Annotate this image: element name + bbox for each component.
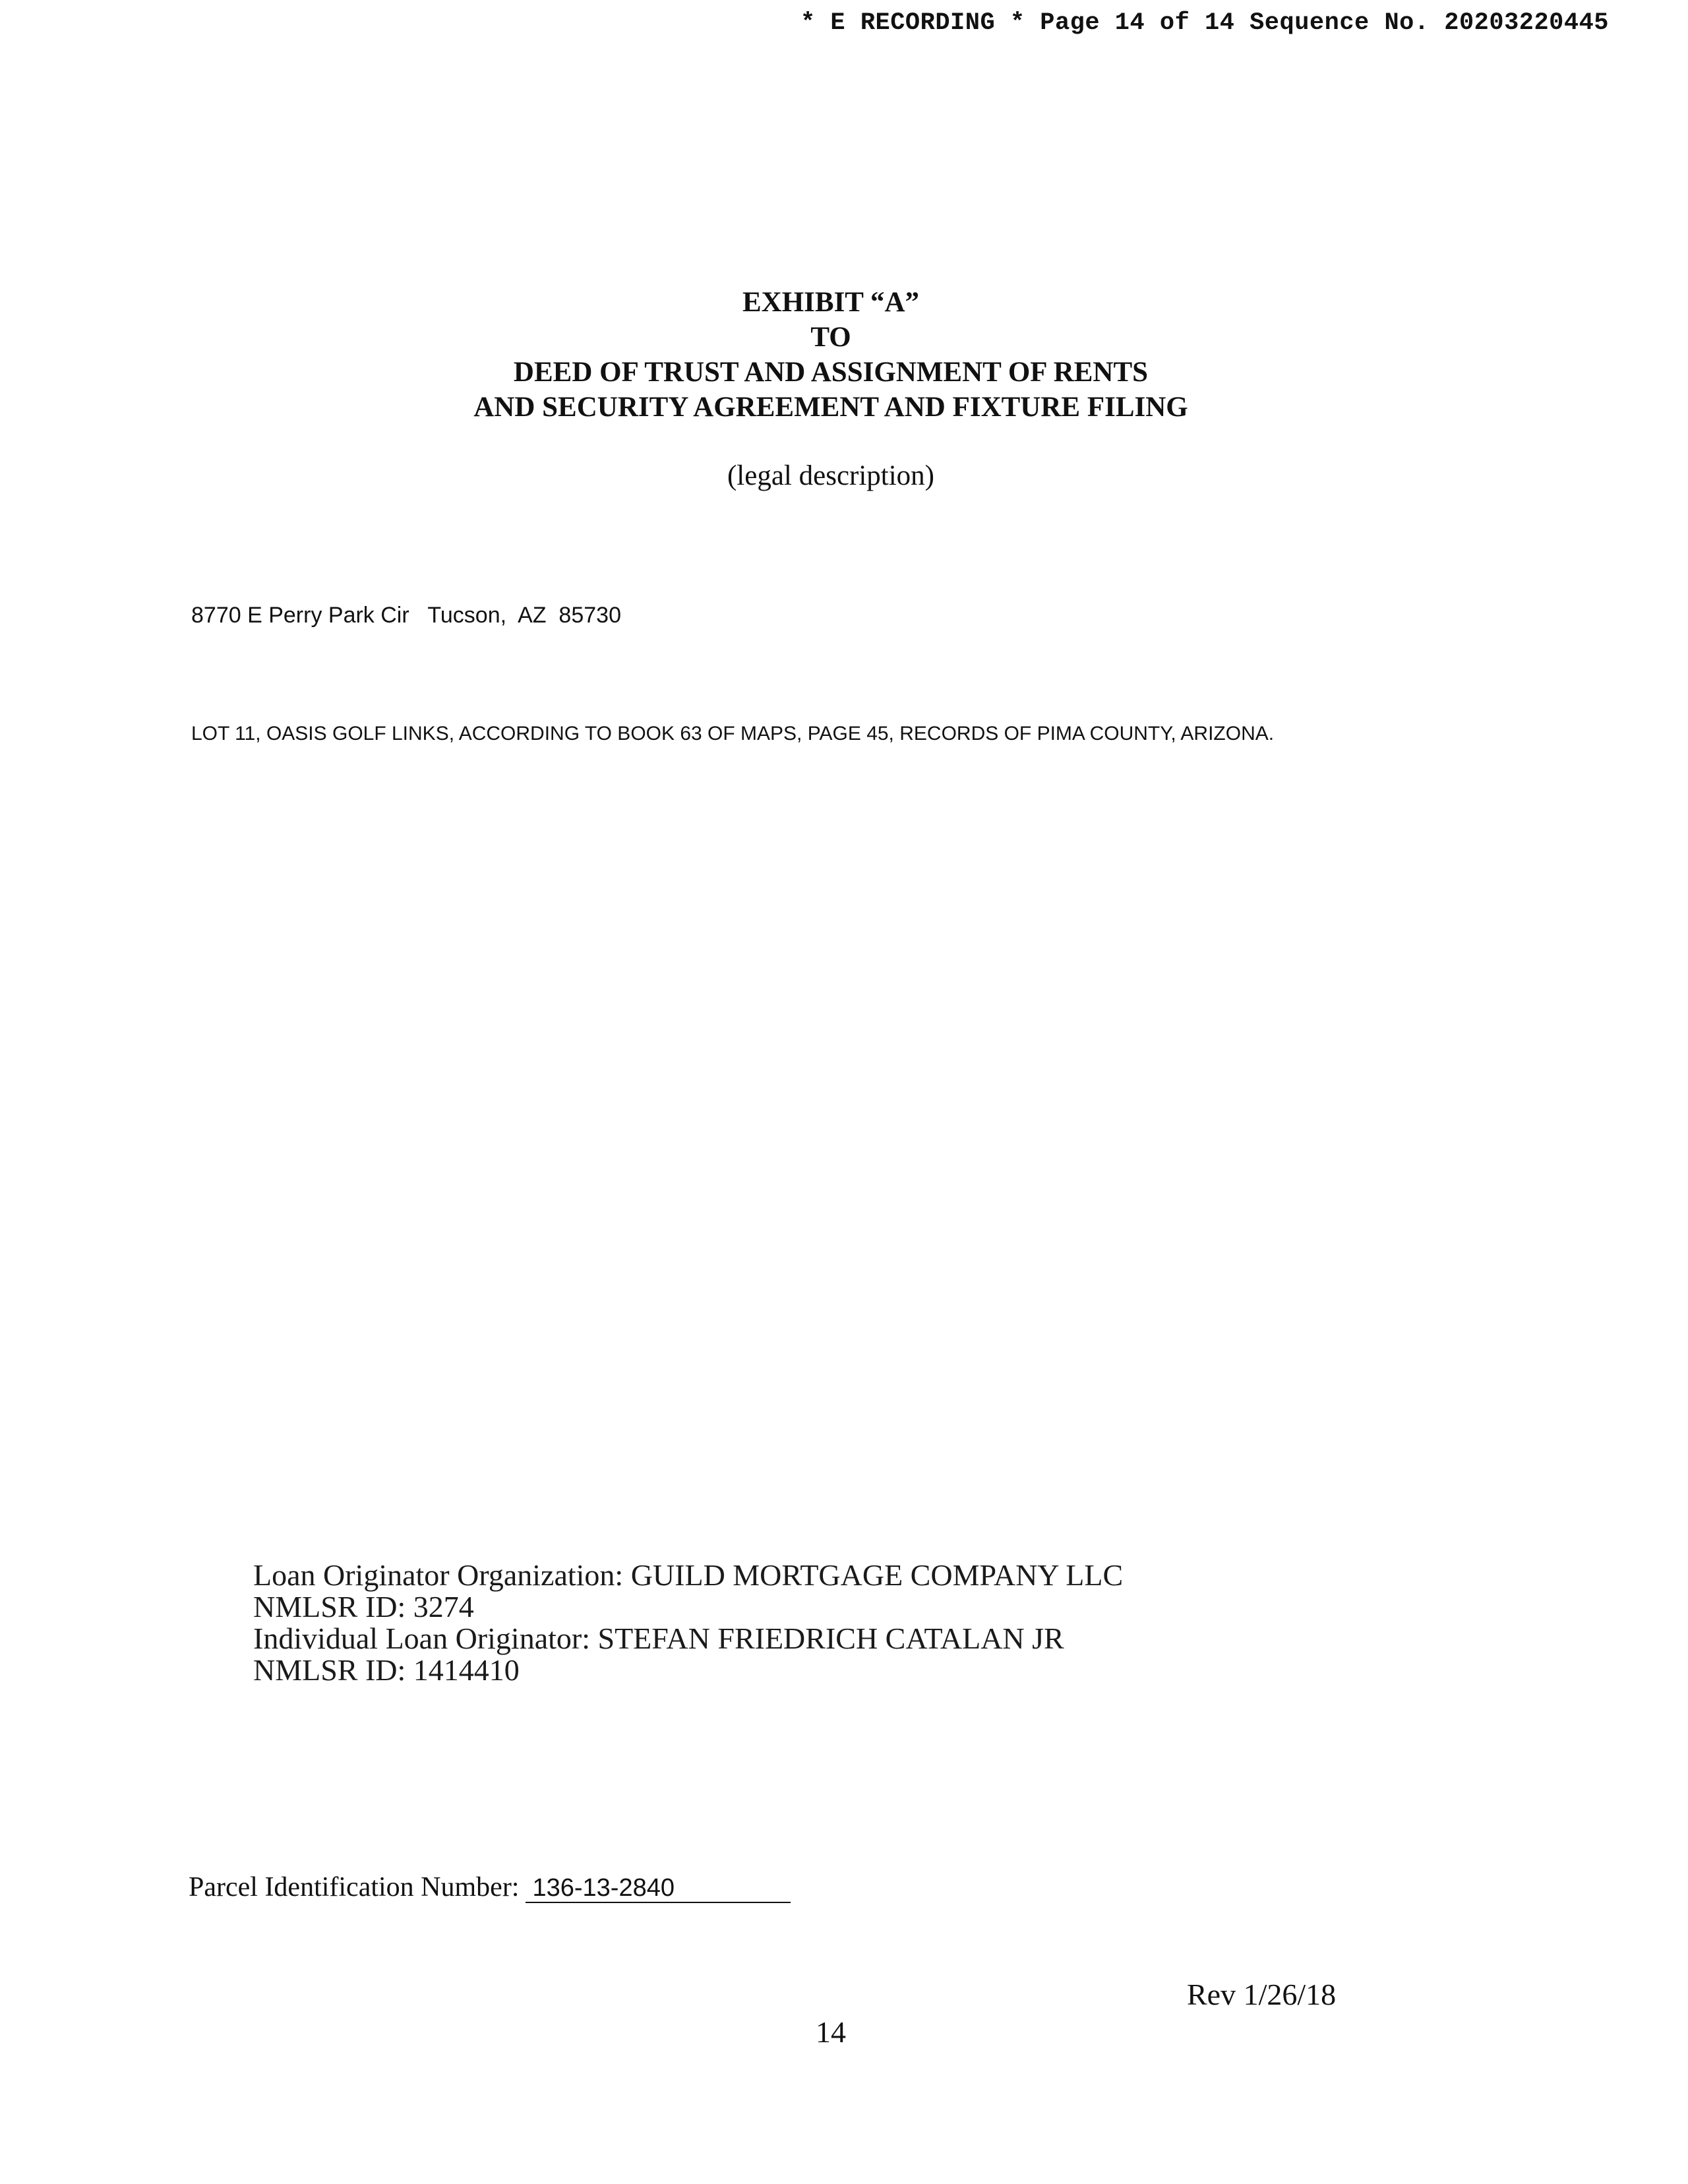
exhibit-subtitle: (legal description)	[727, 460, 935, 491]
exhibit-title	[0, 285, 1662, 425]
revision-date: Rev 1/26/18	[1187, 1978, 1337, 2011]
legal-description: LOT 11, OASIS GOLF LINKS, ACCORDING TO BOOK 63 OF MAPS, PAGE 45, RECORDS OF PIMA COUNTY, ARIZONA.	[191, 723, 1275, 744]
title-line-security: AND SECURITY AGREEMENT AND FIXTURE FILING	[473, 392, 1188, 423]
originator-individual-nmlsr: NMLSR ID: 1414410	[253, 1653, 520, 1687]
property-address: 8770 E Perry Park Cir Tucson, AZ 85730	[191, 603, 621, 628]
loan-originator-block	[253, 1560, 1123, 1686]
parcel-id-label: Parcel Identification Number:	[189, 1872, 520, 1902]
title-line-to: TO	[810, 322, 851, 353]
originator-individual: Individual Loan Originator: STEFAN FRIEDRICH CATALAN JR	[253, 1622, 1064, 1655]
originator-organization-nmlsr: NMLSR ID: 3274	[253, 1590, 474, 1623]
title-line-exhibit: EXHIBIT “A”	[742, 287, 920, 318]
parcel-id-line	[189, 1871, 791, 1903]
title-line-deed: DEED OF TRUST AND ASSIGNMENT OF RENTS	[513, 357, 1149, 388]
page-number: 14	[816, 2015, 846, 2049]
originator-organization: Loan Originator Organization: GUILD MORTGAGE COMPANY LLC	[253, 1558, 1124, 1592]
parcel-id-value: 136-13-2840	[526, 1874, 791, 1903]
recording-header: * E RECORDING * Page 14 of 14 Sequence No. 20203220445	[800, 9, 1609, 37]
